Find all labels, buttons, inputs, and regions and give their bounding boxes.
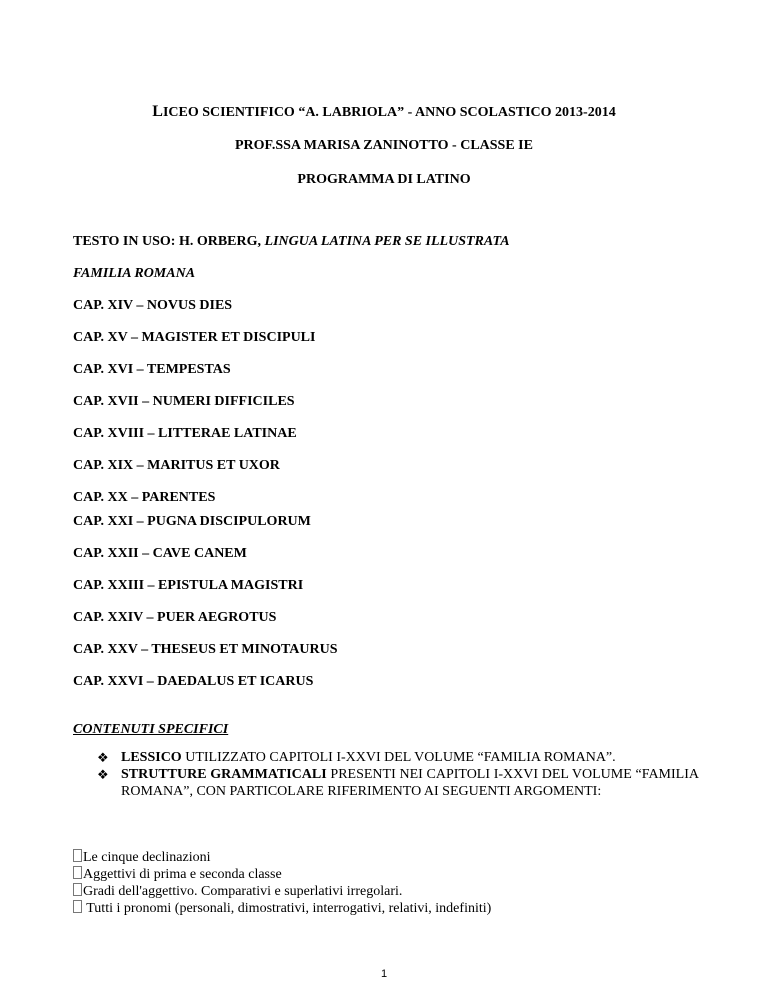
diamond-bullet-icon: ❖ — [97, 750, 109, 765]
chapter-item: CAP. XX – PARENTES — [73, 490, 216, 505]
bullet-bold-label: LESSICO — [121, 750, 182, 765]
missing-glyph-icon — [73, 849, 82, 862]
topic-item: Aggettivi di prima e seconda classe — [73, 866, 282, 883]
bullet-bold-label: STRUTTURE GRAMMATICALI — [121, 767, 327, 782]
chapter-item: CAP. XXIV – PUER AEGROTUS — [73, 610, 277, 625]
program-title: PROGRAMMA DI LATINO — [297, 172, 471, 187]
bullet-item — [95, 749, 699, 766]
bullet-item — [95, 766, 699, 800]
volume-title: FAMILIA ROMANA — [73, 266, 196, 281]
page-number: 1 — [380, 968, 388, 980]
chapter-item: CAP. XXIII – EPISTULA MAGISTRI — [73, 578, 304, 593]
textbook-line — [73, 234, 510, 250]
chapter-item: CAP. XXV – THESEUS ET MINOTAURUS — [73, 642, 338, 657]
chapter-item: CAP. XVI – TEMPESTAS — [73, 362, 231, 377]
topic-item: Tutti i pronomi (personali, dimostrativi, interrogativi, relativi, indefiniti) — [73, 900, 491, 917]
header-line1: ICEO SCIENTIFICO “A. LABRIOLA” - ANNO SCOLASTICO 2013-2014 — [162, 105, 616, 120]
contents-bullet-list — [95, 749, 699, 800]
chapter-item: CAP. XVII – NUMERI DIFFICILES — [73, 394, 295, 409]
contents-heading: CONTENUTI SPECIFICI — [73, 722, 229, 737]
chapter-item: CAP. XIV – NOVUS DIES — [73, 298, 233, 313]
chapter-item: CAP. XXI – PUGNA DISCIPULORUM — [73, 514, 311, 529]
chapter-item: CAP. XV – MAGISTER ET DISCIPULI — [73, 330, 316, 345]
bullet-text: PRESENTI NEI CAPITOLI I-XXVI DEL VOLUME “FAMILIA ROMANA”, CON PARTICOLARE RIFERIMENTO AI SEGUENTI ARGOMENTI: — [121, 767, 699, 799]
textbook-title: LINGUA LATINA PER SE ILLUSTRATA — [264, 234, 510, 249]
chapter-item: CAP. XIX – MARITUS ET UXOR — [73, 458, 280, 473]
missing-glyph-icon — [73, 883, 82, 896]
missing-glyph-icon — [73, 866, 82, 879]
textbook-prefix: TESTO IN USO: H. ORBERG, — [73, 234, 265, 249]
topic-item: Gradi dell'aggettivo. Comparativi e superlativi irregolari. — [73, 883, 402, 900]
chapter-item: CAP. XXVI – DAEDALUS ET ICARUS — [73, 674, 314, 689]
chapter-item: CAP. XVIII – LITTERAE LATINAE — [73, 426, 297, 441]
topic-item: Le cinque declinazioni — [73, 849, 211, 866]
school-header — [0, 103, 768, 121]
diamond-bullet-icon: ❖ — [97, 767, 109, 782]
teacher-class-line: PROF.SSA MARISA ZANINOTTO - CLASSE IE — [235, 138, 533, 153]
missing-glyph-icon — [73, 900, 82, 913]
bullet-text: UTILIZZATO CAPITOLI I-XXVI DEL VOLUME “FAMILIA ROMANA”. — [181, 750, 616, 765]
chapter-item: CAP. XXII – CAVE CANEM — [73, 546, 247, 561]
header-initial: L — [152, 103, 163, 120]
